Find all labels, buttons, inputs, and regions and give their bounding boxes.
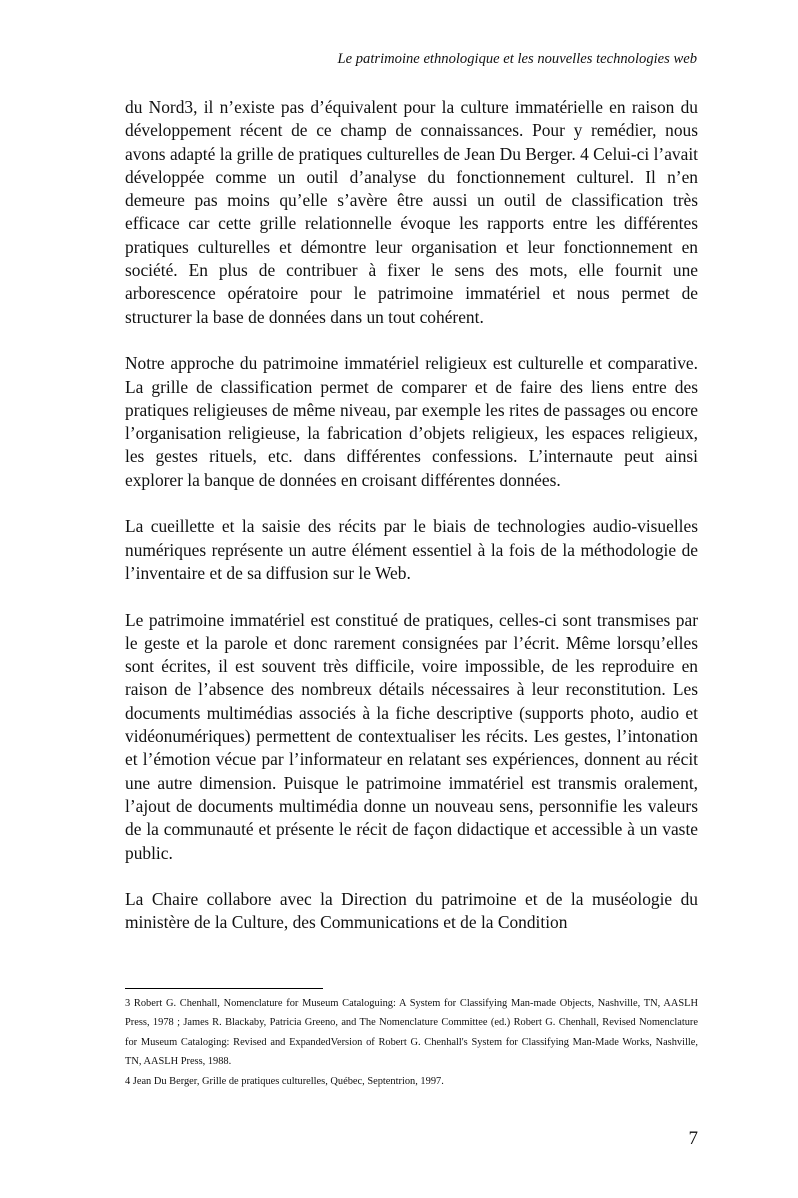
footnotes: [125, 994, 698, 1091]
running-header: Le patrimoine ethnologique et les nouvelles technologies web: [337, 51, 697, 67]
paragraph: La Chaire collabore avec la Direction du patrimoine et de la muséologie du ministère de la Culture, des Communications et de la Condition: [125, 889, 698, 933]
page-number: 7: [688, 1128, 698, 1149]
footnote: 4 Jean Du Berger, Grille de pratiques culturelles, Québec, Septentrion, 1997.: [125, 1075, 444, 1087]
body-text: [125, 96, 698, 958]
paragraph: du Nord3, il n’existe pas d’équivalent pour la culture immatérielle en raison du développement récent de ce champ de connaissances. Pour y remédier, nous avons adapté la grille de pratiques culturelles de Jean Du Berger. 4 Celui-ci l’avait développée comme un outil d’analyse du fonctionnement culturel. Il n’en demeure pas moins qu’elle s’avère être aussi un outil de classification très efficace car cette grille relationnelle évoque les rapports entre les différentes pratiques culturelles et démontre leur organisation et leur fonctionnement en société. En plus de contribuer à fixer le sens des mots, elle fournit une arborescence opératoire pour le patrimoine immatériel et nous permet de structurer la base de données dans un tout cohérent.: [125, 97, 698, 327]
footnote-separator: [125, 988, 323, 989]
paragraph: Le patrimoine immatériel est constitué de pratiques, celles-ci sont transmises par le geste et la parole et donc rarement consignées par l’écrit. Même lorsqu’elles sont écrites, il est souvent très difficile, voire impossible, de les reproduire en raison de l’absence des nombreux détails nécessaires à leur reconstitution. Les documents multimédias associés à la fiche descriptive (supports photo, audio et vidéonumériques) permettent de contextualiser les récits. Les gestes, l’intonation et l’émotion vécue par l’informateur en relatant ses expériences, donnent au récit une autre dimension. Puisque le patrimoine immatériel est transmis oralement, l’ajout de documents multimédia donne un nouveau sens, personnifie les valeurs de la communauté et présente le récit de façon didactique et accessible à un vaste public.: [125, 609, 698, 863]
paragraph: La cueillette et la saisie des récits par le biais de technologies audio-visuelles numériques représente un autre élément essentiel à la fois de la méthodologie de l’inventaire et de sa diffusion sur le Web.: [125, 516, 698, 583]
paragraph: Notre approche du patrimoine immatériel religieux est culturelle et comparative. La grille de classification permet de comparer et de faire des liens entre des pratiques religieuses de même niveau, par exemple les rites de passages ou encore l’organisation religieuse, la fabrication d’objets religieux, les espaces religieux, les gestes rituels, etc. dans différentes confessions. L’internaute peut ainsi explorer la banque de données en croisant différentes données.: [125, 353, 698, 490]
footnote: 3 Robert G. Chenhall, Nomenclature for Museum Cataloguing: A System for Classifying Man-made Objects, Nashville, TN, AASLH Press, 1978 ; James R. Blackaby, Patricia Greeno, and The Nomenclature Committee (ed.) Robert G. Chenhall, Revised Nomenclature for Museum Cataloging: Revised and ExpandedVersion of Robert G. Chenhall's System for Classifying Man-Made Works, Nashville, TN, AASLH Press, 1988.: [125, 998, 698, 1068]
